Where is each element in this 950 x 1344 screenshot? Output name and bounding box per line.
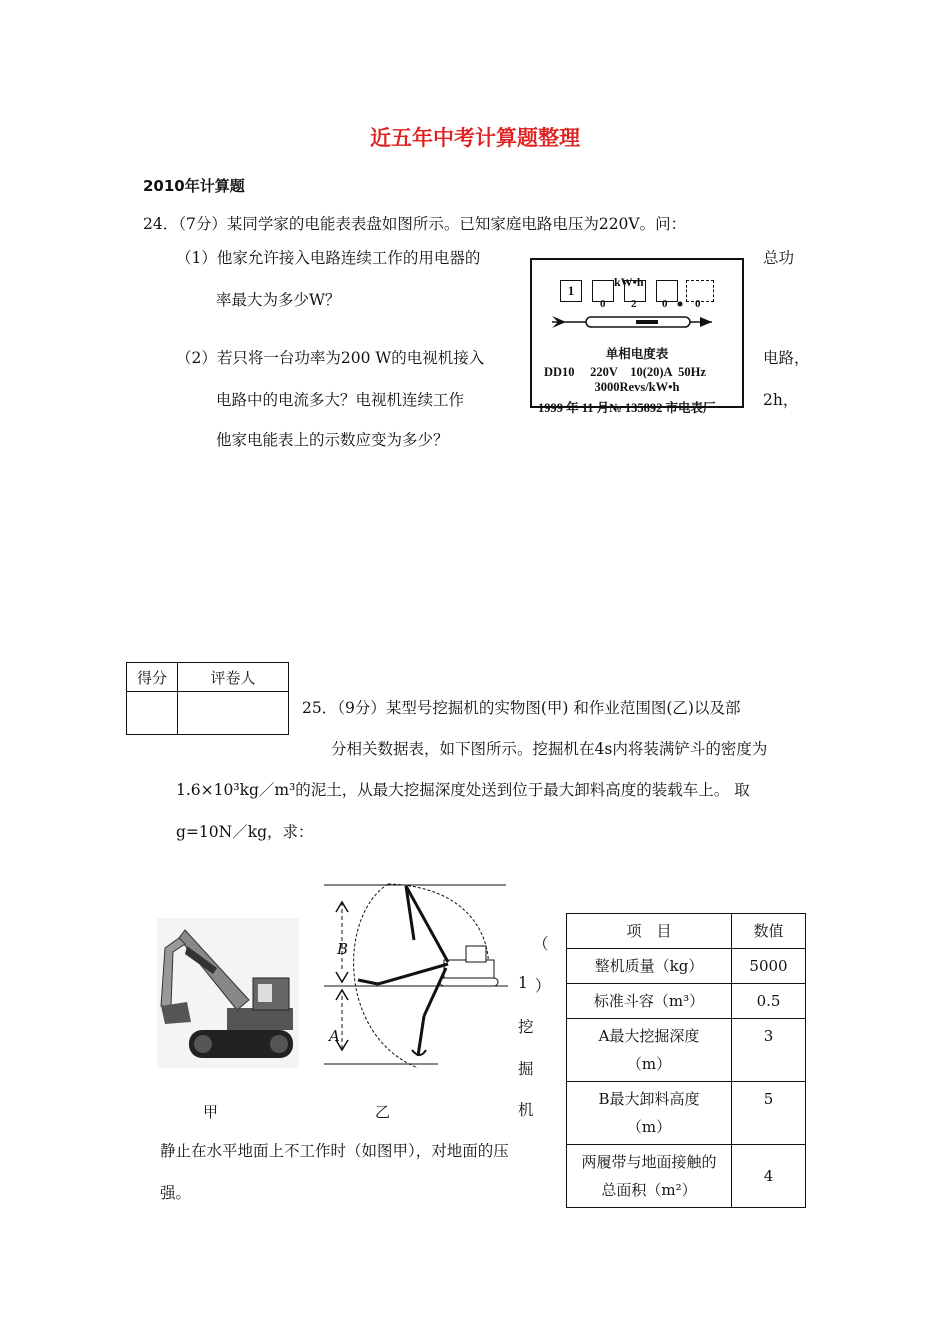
grader-cell[interactable] (178, 692, 289, 735)
table-row (567, 1019, 806, 1082)
table-header: 数值 (732, 914, 806, 949)
meter-sub-digit: 2 (631, 298, 637, 310)
table-cell: 3 (732, 1019, 806, 1082)
meter-sub-digit: 0 (662, 298, 668, 310)
table-cell: B最大卸料高度（m） (567, 1082, 732, 1145)
meter-digit: 1 (560, 280, 582, 302)
meter-sub-digit: 0 (600, 298, 606, 310)
label-b: B (337, 940, 349, 958)
q24-part2-tail: 电路， (763, 349, 810, 367)
meter-sub-digit: 0 (695, 298, 701, 310)
q24-part1-tail: 总功 (763, 249, 795, 267)
page-title: 近五年中考计算题整理 (370, 126, 580, 150)
q25-line1: 25．（9分）某型号挖掘机的实物图(甲) 和作业范围图(乙)以及部 (302, 699, 741, 717)
electricity-meter-figure (530, 258, 744, 415)
table-cell: 标准斗容（m³） (567, 984, 732, 1019)
q25-line2: 分相关数据表，如下图所示。挖掘机在4s内将装满铲斗的密度为 (331, 740, 768, 758)
q25-vertical-char: 机 (518, 1101, 534, 1119)
q25-vertical-char: ） (535, 977, 551, 995)
table-row (567, 1082, 806, 1145)
score-cell[interactable] (127, 692, 178, 735)
q25-vertical-char: 1 (518, 974, 528, 992)
table-cell: A最大挖掘深度（m） (567, 1019, 732, 1082)
q24-part2-line2: 电路中的电流多大？电视机连续工作 (216, 391, 465, 409)
grader-header: 评卷人 (178, 663, 289, 692)
table-cell: 0.5 (732, 984, 806, 1019)
table-row (567, 984, 806, 1019)
q24-part1-line1: （1）他家允许接入电路连续工作的用电器的 (176, 249, 481, 267)
q25-vertical-char: 挖 (518, 1018, 534, 1036)
q25-tail-line1: 静止在水平地面上不工作时（如图甲），对地面的压 (160, 1142, 509, 1160)
meter-unit: kW•h (614, 275, 644, 289)
meter-spec-line1: DD10 220V 10(20)A 50Hz (544, 365, 706, 379)
section-heading: 2010年计算题 (143, 177, 245, 195)
meter-name: 单相电度表 (605, 347, 669, 361)
q25-line3: 1.6×10³kg／m³的泥土，从最大挖掘深度处送到位于最大卸料高度的装载车上。 取 (176, 781, 750, 799)
table-cell: 5 (732, 1082, 806, 1145)
q25-vertical-char: （ (533, 935, 549, 953)
excavator-data-table (566, 913, 806, 1208)
score-header: 得分 (127, 663, 178, 692)
table-cell: 4 (732, 1145, 806, 1208)
table-cell: 5000 (732, 949, 806, 984)
meter-spec-line2: 3000Revs/kW•h (594, 380, 680, 394)
caption-jia: 甲 (203, 1103, 219, 1121)
q24-part2-line3: 他家电能表上的示数应变为多少？ (216, 431, 449, 449)
q24-intro: 24．（7分）某同学家的电能表表盘如图所示。已知家庭电路电压为220V。问： (143, 215, 687, 233)
q24-part2-tail2: 2h， (763, 391, 799, 409)
caption-yi: 乙 (375, 1103, 391, 1121)
excavator-photo (157, 918, 299, 1068)
q24-part1-line2: 率最大为多少W？ (216, 291, 341, 309)
table-row (567, 1145, 806, 1208)
table-cell: 整机质量（kg） (567, 949, 732, 984)
q25-vertical-char: 掘 (518, 1060, 534, 1078)
label-a: A (329, 1027, 340, 1045)
operating-range-diagram (318, 876, 510, 1072)
table-header: 项 目 (567, 914, 732, 949)
q24-part2-line1: （2）若只将一台功率为200 W的电视机接入 (176, 349, 485, 367)
q25-line4: g=10N／kg，求： (176, 823, 314, 841)
table-row (567, 949, 806, 984)
table-cell: 两履带与地面接触的总面积（m²） (567, 1145, 732, 1208)
score-table (126, 662, 289, 735)
meter-spec-line3: 1999 年 11 月№ 135892 市电表厂 (538, 401, 716, 415)
q25-tail-line2: 强。 (160, 1184, 192, 1202)
